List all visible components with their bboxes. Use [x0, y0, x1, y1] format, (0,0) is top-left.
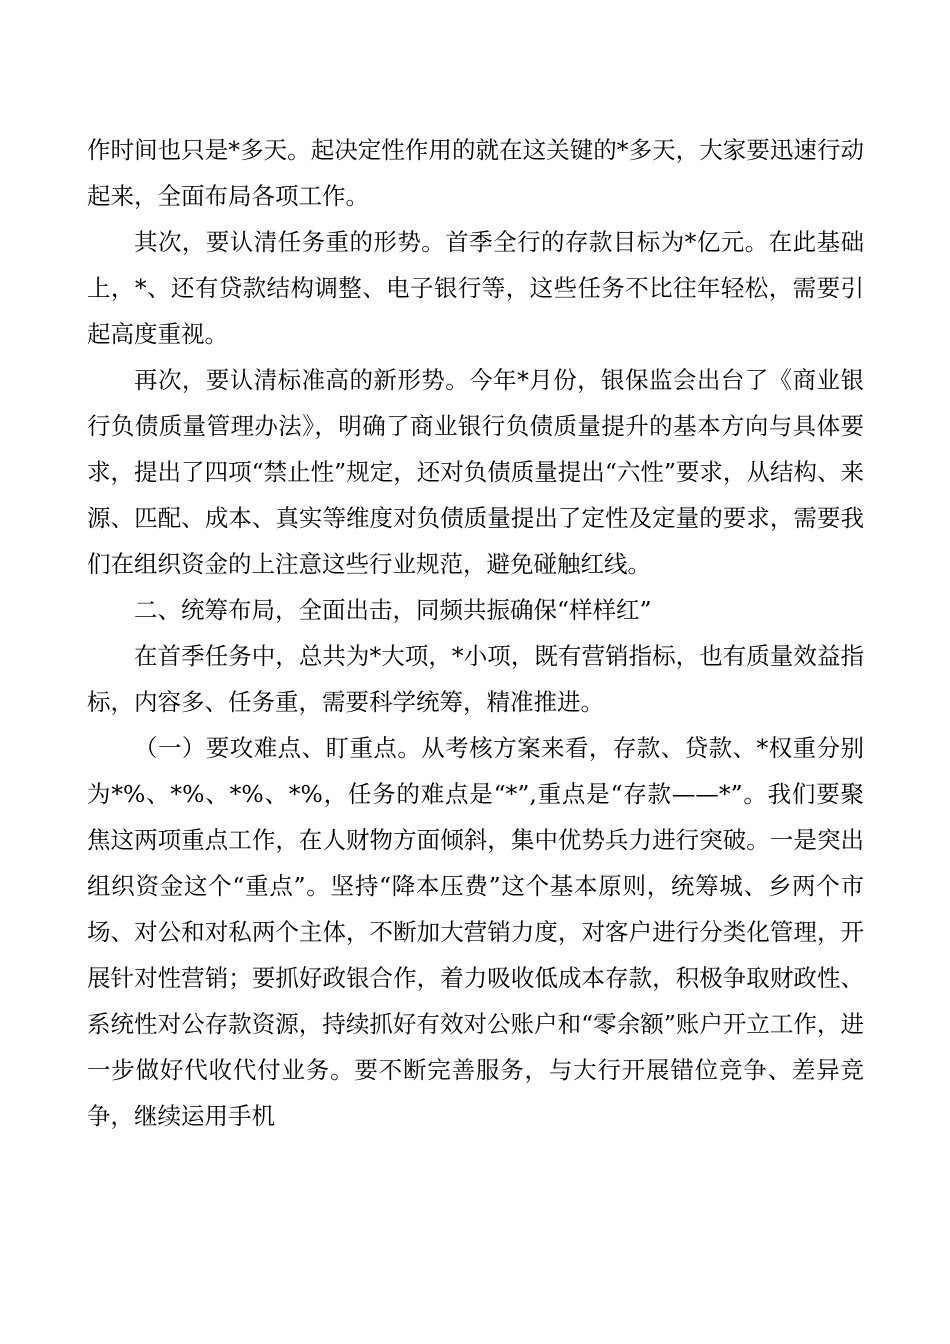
document-page: [87, 127, 864, 1139]
paragraph-first-quarter-tasks: 在首季任务中，总共为*大项，*小项，既有营销指标，也有质量效益指标，内容多、任务重，需要科学统筹，精准推进。: [87, 642, 864, 716]
paragraph-continuation: 作时间也只是*多天。起决定性作用的就在这关键的*多天，大家要迅速行动起来，全面布局各项工作。: [87, 136, 864, 210]
paragraph-subsection-one: （一）要攻难点、盯重点。从考核方案来看，存款、贷款、*权重分别为*%、*%、*%、*%，任务的难点是“*”,重点是“存款——*”。我们要聚焦这两项重点工作，在人财物方面倾斜，集中优势兵力进行突破。一是突出组织资金这个“重点”。坚持“降本压费”这个基本原则，统筹城、乡两个市场、对公和对私两个主体，不断加大营销力度，对客户进行分类化管理，开展针对性营销；要抓好政银合作，着力吸收低成本存款，积极争取财政性、系统性对公存款资源，持续抓好有效对公账户和“零余额”账户开立工作，进一步做好代收代付业务。要不断完善服务，与大行开展错位竞争、差异竞争，继续运用手机: [87, 734, 864, 1130]
section-heading-two: 二、统筹布局，全面出击，同频共振确保“样样红”: [134, 596, 652, 624]
paragraph-task-heavy: 其次，要认清任务重的形势。首季全行的存款目标为*亿元。在此基础上，*、还有贷款结构调整、电子银行等，这些任务不比往年轻松，需要引起高度重视。: [87, 228, 864, 348]
paragraph-high-standard: 再次，要认清标准高的新形势。今年*月份，银保监会出台了《商业银行负债质量管理办法》，明确了商业银行负债质量提升的基本方向与具体要求，提出了四项“禁止性”规定，还对负债质量提出“六性”要求，从结构、来源、匹配、成本、真实等维度对负债质量提出了定性及定量的要求，需要我们在组织资金的上注意这些行业规范，避免碰触红线。: [87, 366, 864, 578]
